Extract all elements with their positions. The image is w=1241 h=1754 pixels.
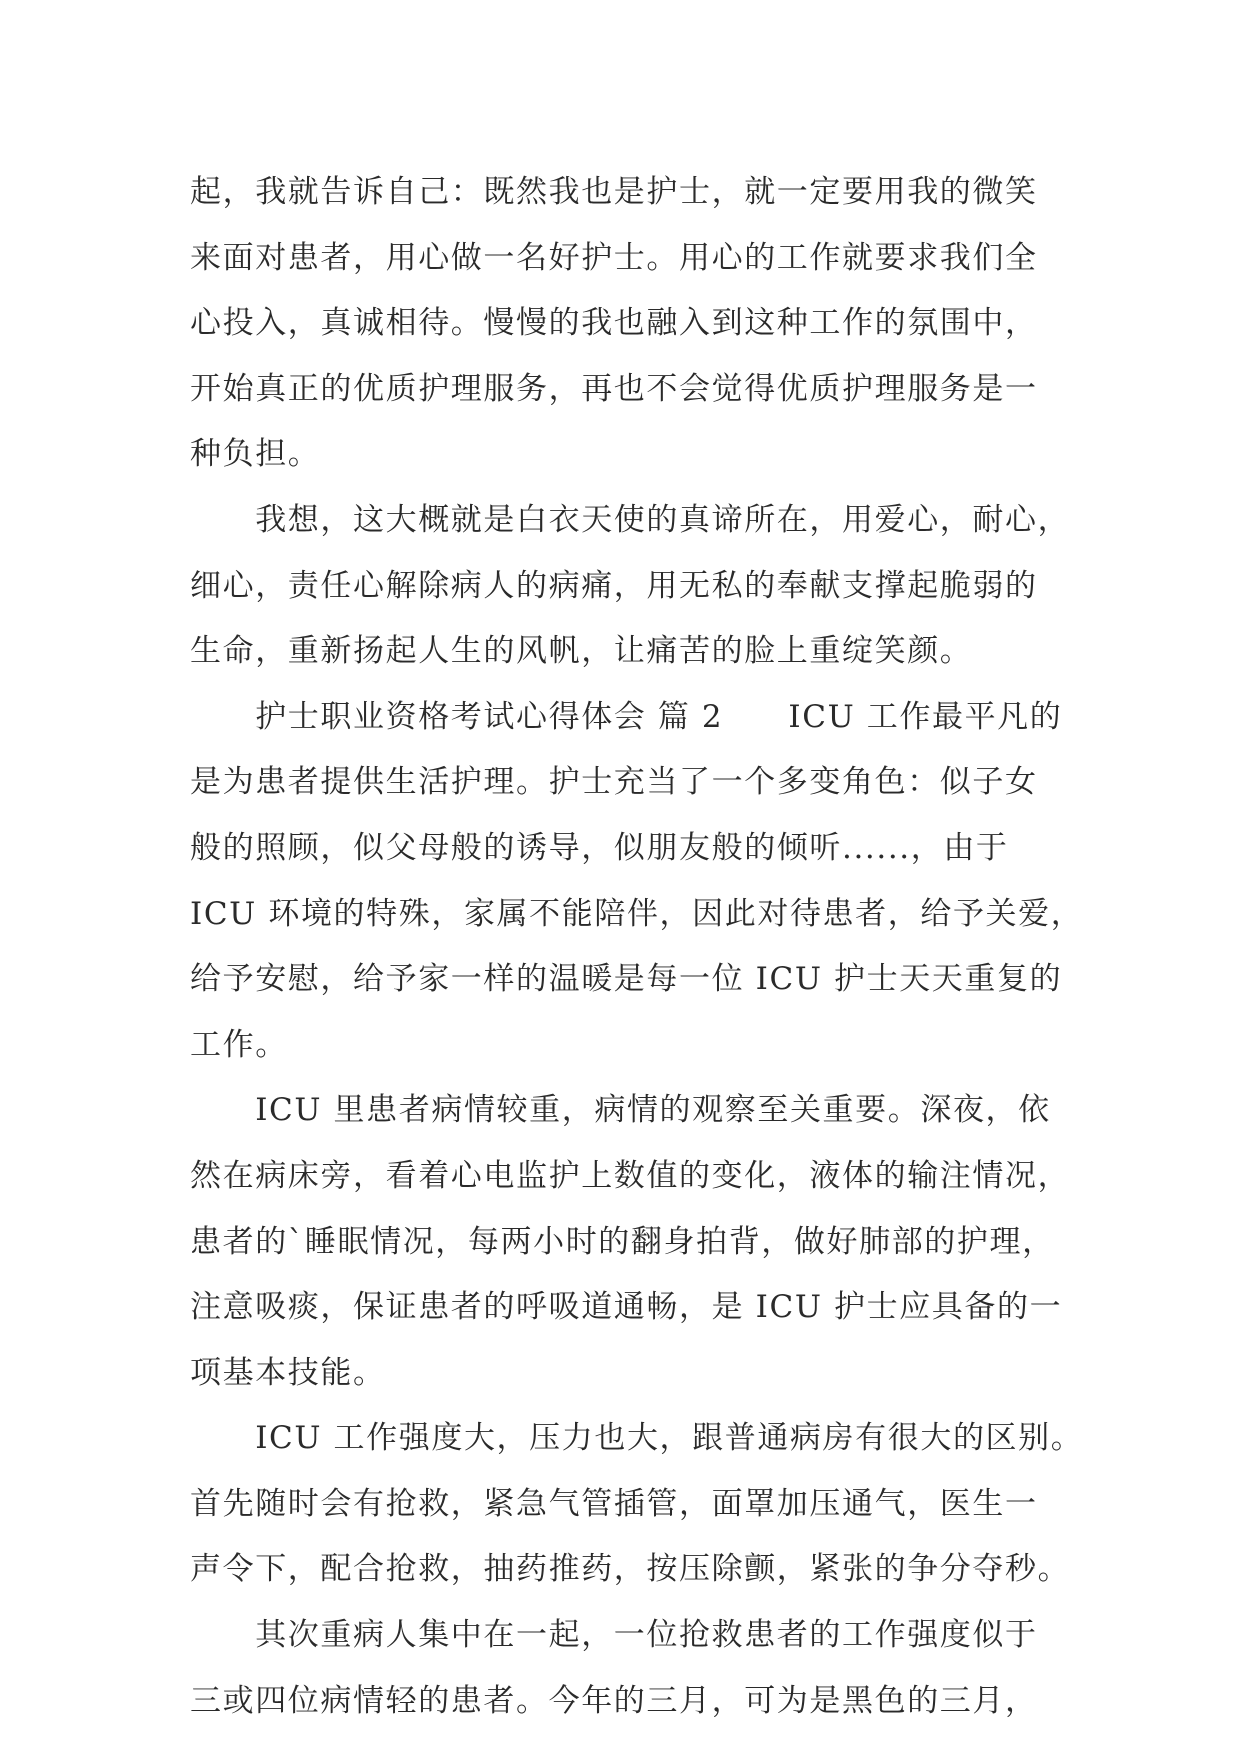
text-line: 工作。 [190,1026,288,1063]
text-line: 然在病床旁，看着心电监护上数值的变化，液体的输注情况， [190,1157,1071,1194]
text-line: 种负担。 [190,436,321,473]
text-line: 开始真正的优质护理服务，再也不会觉得优质护理服务是一 [190,370,1038,407]
text-line: 给予安慰，给予家一样的温暖是每一位 ICU 护士天天重复的 [190,961,1063,998]
document-body [190,160,1084,1734]
text-line: 三或四位病情轻的患者。今年的三月，可为是黑色的三月， [190,1682,1038,1719]
text-line: ICU 环境的特殊，家属不能陪伴，因此对待患者，给予关爱， [190,895,1084,932]
text-line: 其次重病人集中在一起，一位抢救患者的工作强度似于 [190,1617,1038,1654]
text-line: ICU 里患者病情较重，病情的观察至关重要。深夜，依 [190,1092,1051,1129]
text-line: 护士职业资格考试心得体会 篇 2 ICU 工作最平凡的 [190,698,1063,735]
text-line: 我想，这大概就是白衣天使的真谛所在，用爱心，耐心， [190,501,1071,538]
text-line: 首先随时会有抢救，紧急气管插管，面罩加压通气，医生一 [190,1485,1038,1522]
text-line: 注意吸痰，保证患者的呼吸道通畅，是 ICU 护士应具备的一 [190,1289,1063,1326]
text-line: 是为患者提供生活护理。护士充当了一个多变角色：似子女 [190,764,1038,801]
text-line: 心投入，真诚相待。慢慢的我也融入到这种工作的氛围中， [190,305,1038,342]
text-line: 患者的`睡眠情况，每两小时的翻身拍背，做好肺部的护理， [190,1223,1055,1260]
text-line: 来面对患者，用心做一名好护士。用心的工作就要求我们全 [190,239,1038,276]
text-line: 生命，重新扬起人生的风帆，让痛苦的脸上重绽笑颜。 [190,633,973,670]
text-line: 起，我就告诉自己：既然我也是护士，就一定要用我的微笑 [190,174,1038,210]
text-line: 声令下，配合抢救，抽药推药，按压除颤，紧张的争分夺秒。 [190,1551,1071,1588]
text-line: 般的照顾，似父母般的诱导，似朋友般的倾听......，由于 [190,829,1009,866]
text-line: 项基本技能。 [190,1354,386,1391]
text-line: ICU 工作强度大，压力也大，跟普通病房有很大的区别。 [190,1420,1084,1457]
text-line: 细心，责任心解除病人的病痛，用无私的奉献支撑起脆弱的 [190,567,1038,604]
